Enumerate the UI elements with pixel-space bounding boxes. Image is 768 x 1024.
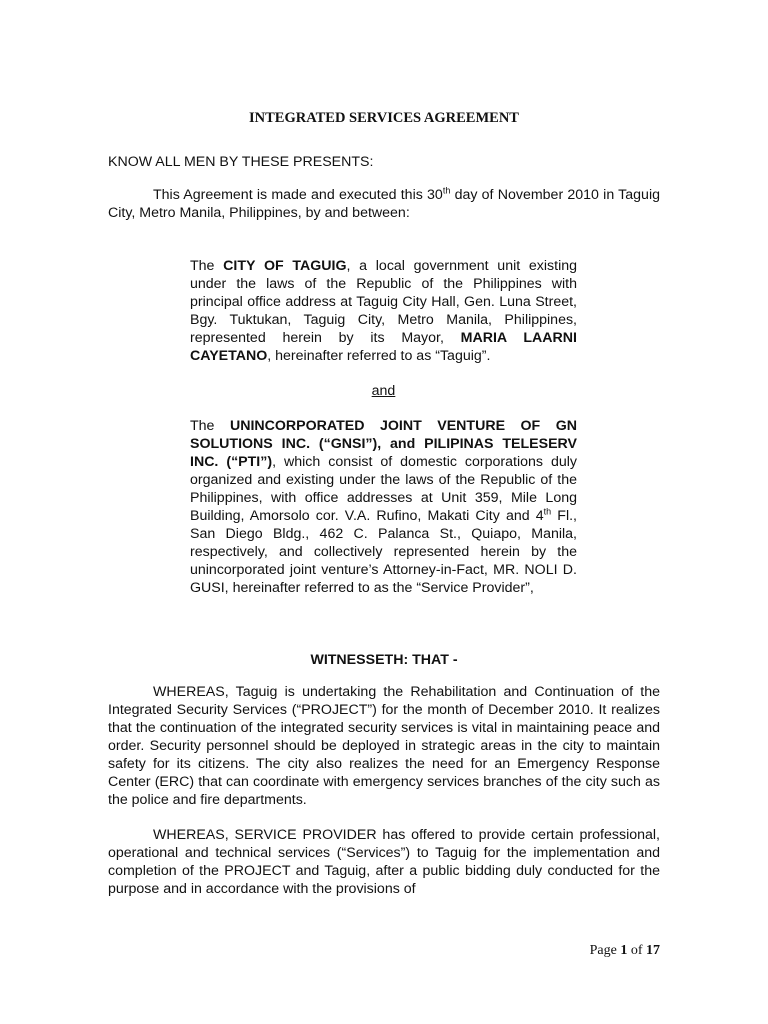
- total-pages: 17: [646, 943, 660, 958]
- party-two-paragraph: [190, 417, 577, 597]
- mayor-name: MARIA LAARNI CAYETANO: [190, 330, 577, 364]
- party-one-name: CITY OF TAGUIG: [223, 258, 347, 274]
- party-two-text-2: , which consist of domestic corporations duly organized and existing under the laws of the Republic of the Philippines, with office addresses at Unit 359, Mile Long Building, Amorsolo cor. V.A. Rufino, Makati City and 4: [190, 454, 577, 524]
- party-two-name: UNINCORPORATED JOINT VENTURE OF GN SOLUTIONS INC. (“GNSI”), and PILIPINAS TELESERV INC. (“PTI”): [190, 418, 578, 470]
- page-number: [560, 943, 660, 959]
- whereas-paragraph-1: WHEREAS, Taguig is undertaking the Rehabilitation and Continuation of the Integrated Security Services (“PROJECT”) for the month of December 2010. It realizes that the continuation of the integrated security services is vital in maintaining peace and order. Security personnel should be deployed in strategic areas in the city to maintain safety for its citizens. The city also realizes the need for an Emergency Response Center (ERC) that can coordinate with emergency services branches of the city such as the police and fire departments.: [108, 684, 660, 808]
- and-separator: and: [371, 383, 396, 399]
- party-one-text-3: , hereinafter referred to as “Taguig”.: [267, 348, 491, 364]
- party-one-text-1: The: [190, 258, 224, 274]
- intro-text-a: This Agreement is made and executed this 30: [153, 187, 443, 203]
- party-two-text-3: Fl., San Diego Bldg., 462 C. Palanca St., Quiapo, Manila, respectively, and collectively represented herein by the unincorporated joint venture’s Attorney-in-Fact, MR. NOLI D. GUSI, hereinafter referred to as the “Service Provider”,: [190, 508, 577, 596]
- page-label: Page: [589, 943, 621, 958]
- whereas-paragraph-2: WHEREAS, SERVICE PROVIDER has offered to provide certain professional, operational and technical services (“Services”) to Taguig for the implementation and completion of the PROJECT and Taguig, after a public bidding duly conducted for the purpose and in accordance with the provisions of: [108, 827, 660, 897]
- intro-text-b: day of November 2010 in Taguig City, Metro Manila, Philippines, by and between:: [108, 187, 660, 221]
- party-one-text-2: , a local government unit existing under the laws of the Republic of the Philippines with principal office address at Taguig City Hall, Gen. Luna Street, Bgy. Tuktukan, Taguig City, Metro Manila, Philippines, represented herein by its Mayor,: [190, 258, 578, 346]
- opening-line: KNOW ALL MEN BY THESE PRESENTS:: [108, 154, 374, 170]
- intro-ordinal: th: [442, 185, 451, 196]
- intro-paragraph: [108, 186, 660, 222]
- page-of-label: of: [627, 943, 646, 958]
- party-two-text-1: The: [190, 418, 230, 434]
- party-one-paragraph: [190, 257, 577, 365]
- current-page: 1: [620, 943, 628, 958]
- party-two-ordinal: th: [543, 506, 552, 517]
- document-title: INTEGRATED SERVICES AGREEMENT: [249, 110, 519, 126]
- witnesseth-heading: WITNESSETH: THAT -: [310, 652, 458, 668]
